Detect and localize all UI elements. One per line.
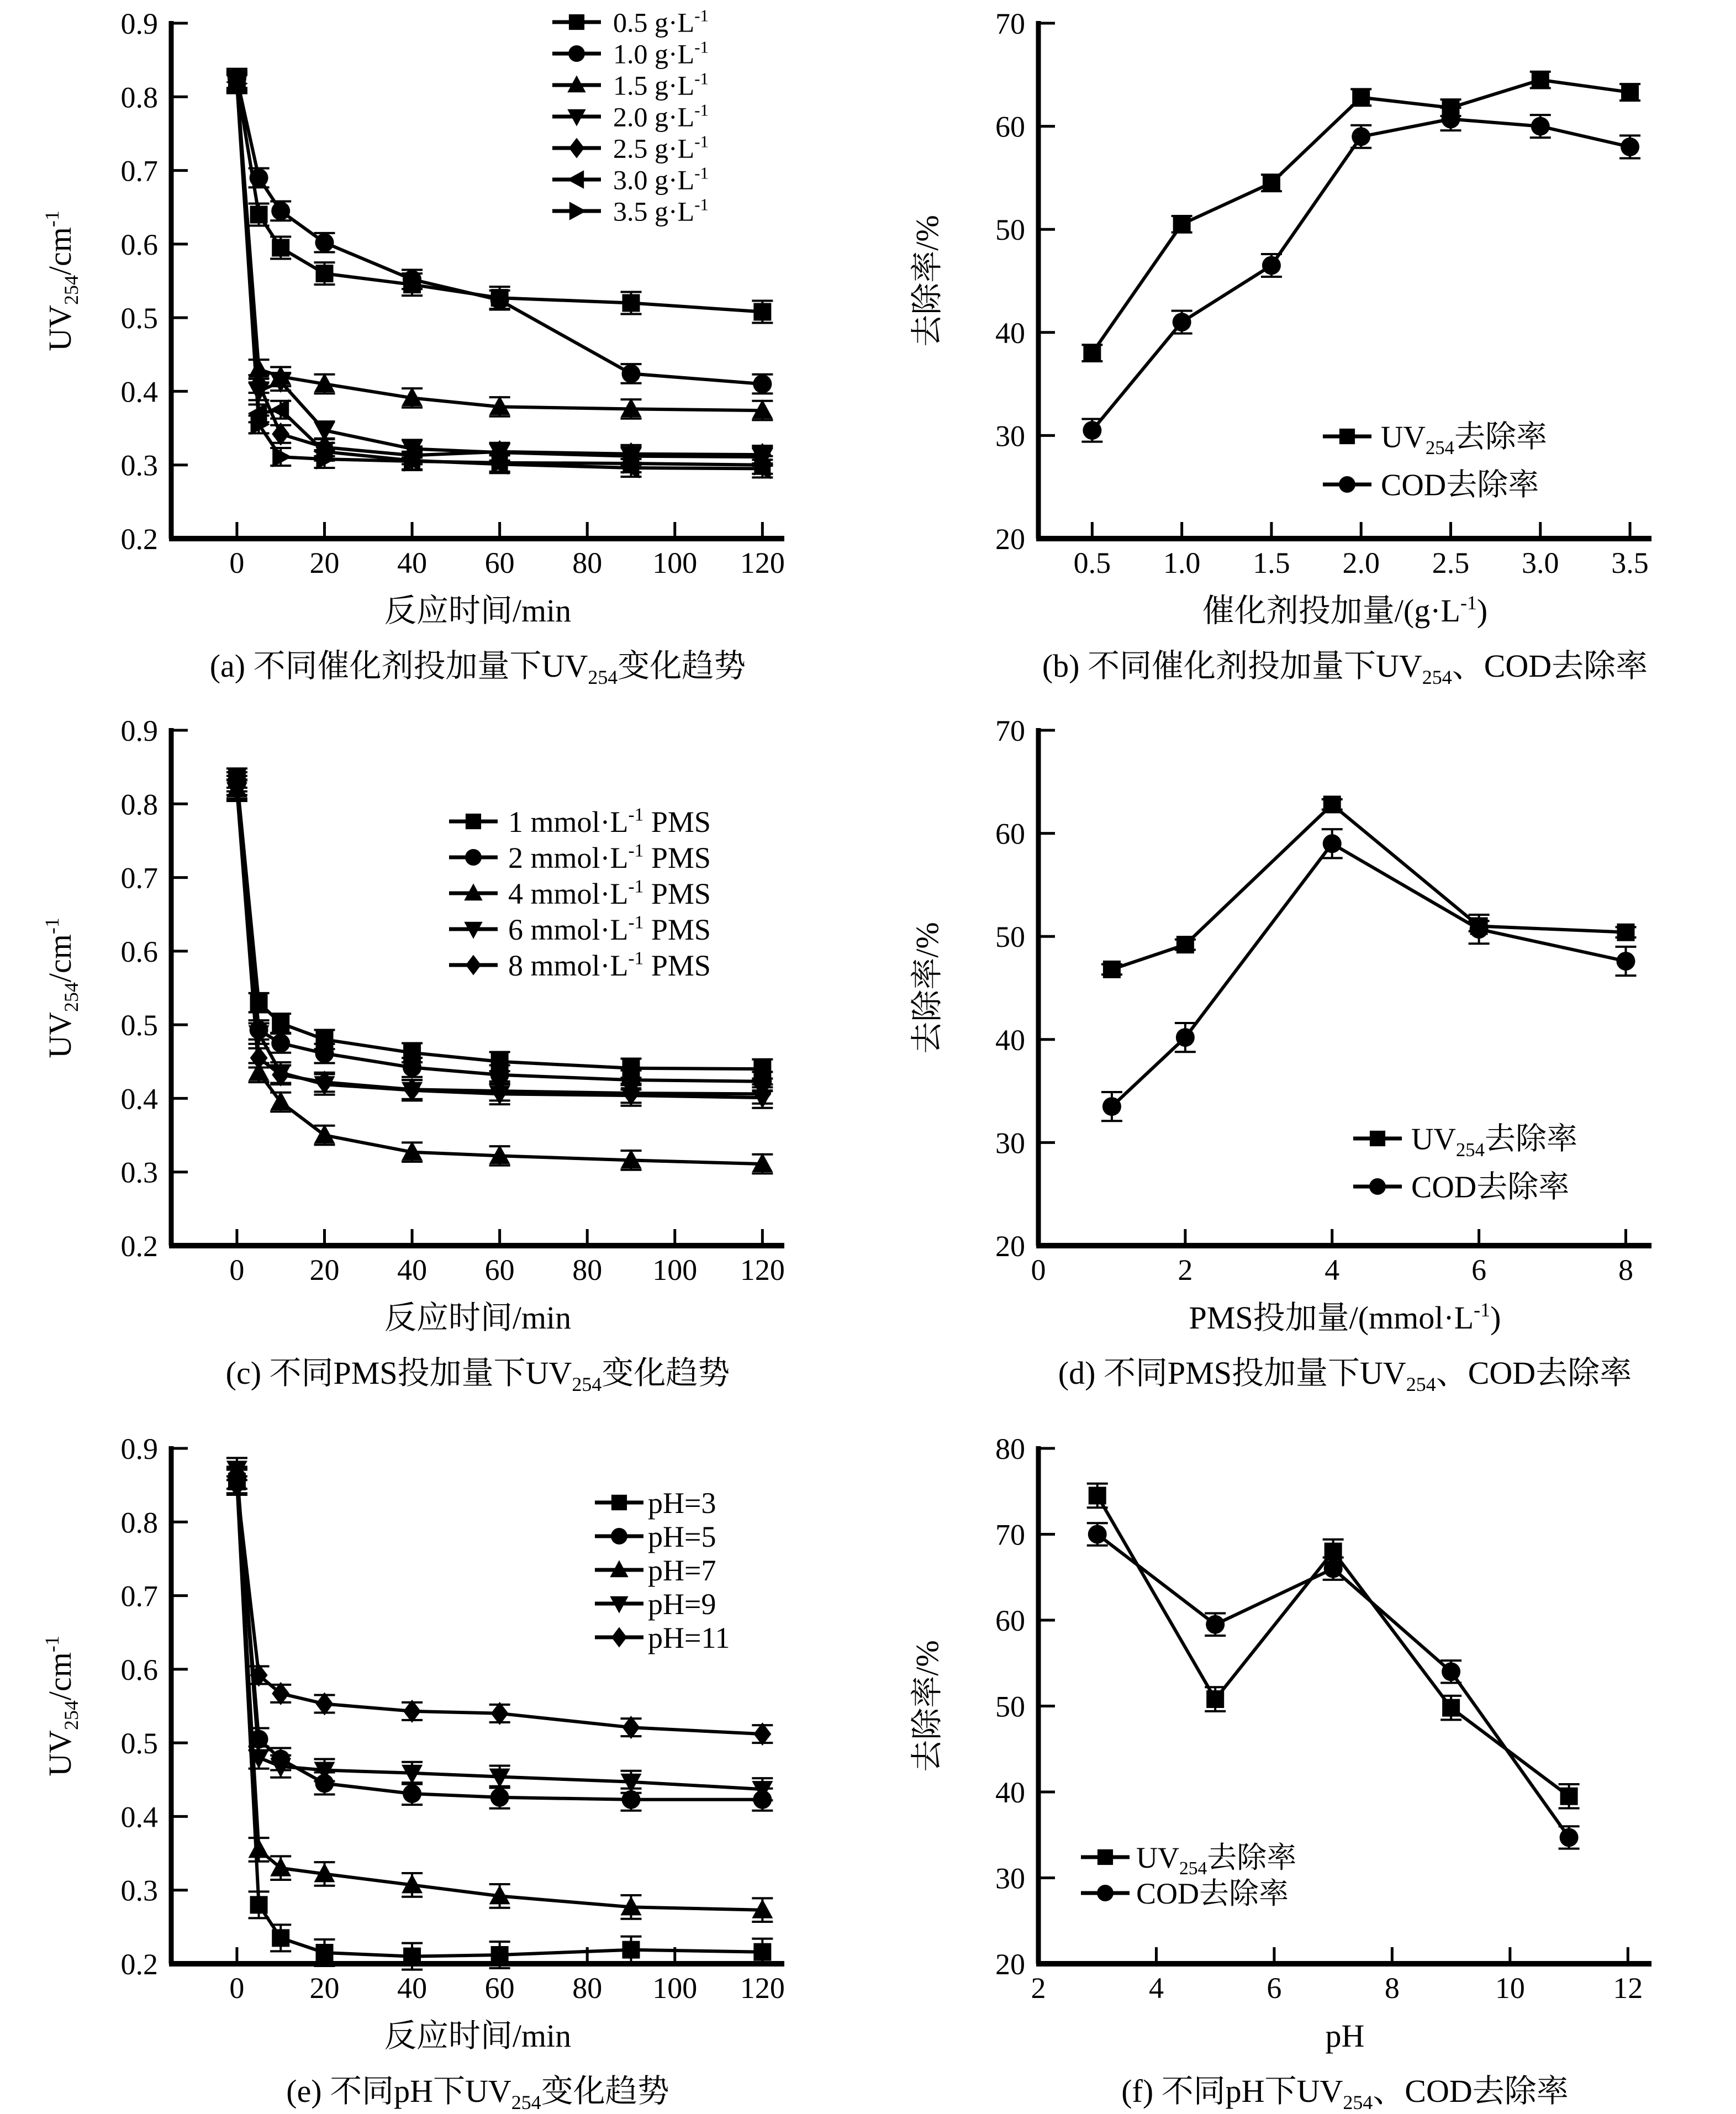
legend-label: 4 $mmol\cdot L^{-1}$ PMS xyxy=(508,876,711,910)
series-marker xyxy=(753,303,771,320)
y-tick-label: 30 xyxy=(995,1862,1025,1895)
legend-label: COD去除率 xyxy=(1136,1876,1289,1910)
series-marker xyxy=(272,239,289,257)
legend-marker xyxy=(465,849,482,866)
y-axis-label: 去除率/% xyxy=(909,215,945,347)
subfigure-b xyxy=(867,0,1736,707)
series-marker xyxy=(1442,1699,1460,1717)
legend-label: 2 $mmol\cdot L^{-1}$ PMS xyxy=(508,840,711,874)
caption: (c) 不同PMS投加量下$UV_{254}$变化趋势 xyxy=(225,1355,730,1395)
y-tick-label: 50 xyxy=(995,920,1025,954)
y-axis-label: 去除率/% xyxy=(909,1640,945,1772)
x-axis-label: 反应时间/min xyxy=(384,593,572,629)
legend-label: pH=9 xyxy=(648,1587,716,1621)
chart-d xyxy=(867,707,1736,1414)
y-tick-label: 20 xyxy=(995,523,1025,556)
series-marker xyxy=(1176,936,1194,953)
caption: (a) 不同催化剂投加量下$UV_{254}$变化趋势 xyxy=(209,648,746,688)
series-marker xyxy=(1617,924,1634,941)
legend-marker xyxy=(568,45,585,62)
series-marker xyxy=(1176,1028,1195,1047)
series-marker xyxy=(1442,1662,1460,1681)
series-marker xyxy=(1173,215,1191,233)
y-axis-label: $UV_{254}/cm^{-1}$ xyxy=(40,918,82,1058)
legend-marker xyxy=(466,955,481,976)
subfigure-e xyxy=(0,1414,867,2114)
legend-label: 1 $mmol\cdot L^{-1}$ PMS xyxy=(508,804,711,839)
x-tick-label: 80 xyxy=(572,546,603,579)
x-tick-label: 20 xyxy=(309,1253,340,1287)
legend-label: 1.5 $g\cdot L^{-1}$ xyxy=(613,68,709,101)
x-axis-label: 反应时间/min xyxy=(384,1300,572,1336)
legend-marker xyxy=(611,1528,627,1544)
y-tick-label: 0.7 xyxy=(120,861,158,895)
legend-label: 3.5 $g\cdot L^{-1}$ xyxy=(613,194,709,227)
x-tick-label: 1.0 xyxy=(1163,546,1201,579)
series-marker xyxy=(316,265,334,282)
legend-label: $UV_{254}$去除率 xyxy=(1411,1122,1577,1161)
x-tick-label: 0 xyxy=(229,1971,245,2005)
series-marker xyxy=(1621,138,1639,156)
x-axis-label: PMS投加量$/(mmol\cdot L^{-1})$ xyxy=(1189,1298,1501,1336)
x-tick-label: 2.5 xyxy=(1432,546,1470,579)
legend-marker xyxy=(569,14,584,30)
series-marker xyxy=(490,1788,509,1807)
x-tick-label: 8 xyxy=(1618,1253,1633,1287)
series-marker xyxy=(753,1943,771,1961)
y-axis-label: 去除率/% xyxy=(909,922,945,1054)
chart-c xyxy=(0,707,867,1414)
x-tick-label: 0.5 xyxy=(1073,546,1111,579)
y-tick-label: 0.4 xyxy=(120,1082,158,1116)
series-marker xyxy=(1531,117,1550,136)
y-tick-label: 0.3 xyxy=(120,1156,158,1189)
x-tick-label: 60 xyxy=(484,546,515,579)
series-marker xyxy=(1441,110,1460,129)
y-tick-label: 0.5 xyxy=(120,1727,158,1760)
legend-label: pH=11 xyxy=(648,1621,730,1654)
chart-f xyxy=(867,1414,1736,2114)
y-tick-label: 60 xyxy=(995,1604,1025,1637)
subfigure-d xyxy=(867,707,1736,1414)
x-tick-label: 0 xyxy=(1031,1253,1046,1287)
y-axis-label: $UV_{254}/cm^{-1}$ xyxy=(40,1636,82,1776)
series-marker xyxy=(271,1034,290,1052)
x-tick-label: 20 xyxy=(309,546,340,579)
series-marker xyxy=(403,270,421,289)
x-tick-label: 0 xyxy=(229,1253,245,1287)
y-tick-label: 30 xyxy=(995,419,1025,453)
legend-label: $UV_{254}$去除率 xyxy=(1136,1841,1297,1879)
y-tick-label: 0.7 xyxy=(120,154,158,188)
subfigure-f xyxy=(867,1414,1736,2114)
legend-label: COD去除率 xyxy=(1381,468,1539,503)
series-marker xyxy=(272,1014,289,1032)
legend-label: 6 $mmol\cdot L^{-1}$ PMS xyxy=(508,912,711,946)
y-tick-label: 0.5 xyxy=(120,302,158,335)
y-tick-label: 60 xyxy=(995,817,1025,851)
y-tick-label: 40 xyxy=(995,316,1025,350)
legend-label: 8 $mmol\cdot L^{-1}$ PMS xyxy=(508,948,711,982)
series-marker xyxy=(1089,1487,1106,1505)
x-tick-label: 3.5 xyxy=(1611,546,1649,579)
x-tick-label: 100 xyxy=(652,546,698,579)
series-marker xyxy=(1173,313,1191,331)
x-tick-label: 40 xyxy=(397,1971,428,2005)
series-marker xyxy=(1352,88,1370,106)
y-tick-label: 0.4 xyxy=(120,375,158,409)
legend-label: pH=7 xyxy=(648,1553,716,1587)
x-tick-label: 10 xyxy=(1495,1971,1525,2005)
y-tick-label: 20 xyxy=(995,1230,1025,1263)
series-marker xyxy=(1324,1559,1343,1578)
y-tick-label: 0.2 xyxy=(120,1230,158,1263)
series-marker xyxy=(1103,961,1121,978)
series-marker xyxy=(622,364,641,383)
series-marker xyxy=(1206,1615,1225,1634)
series-marker xyxy=(403,1784,421,1803)
legend-marker xyxy=(1339,429,1355,444)
y-tick-label: 40 xyxy=(995,1023,1025,1057)
legend-marker xyxy=(1097,1849,1113,1865)
series-marker xyxy=(271,202,290,220)
x-tick-label: 40 xyxy=(397,546,428,579)
subfigure-c xyxy=(0,707,867,1414)
y-tick-label: 60 xyxy=(995,110,1025,144)
series-marker xyxy=(622,294,640,312)
x-tick-label: 20 xyxy=(309,1971,340,2005)
x-tick-label: 2.0 xyxy=(1342,546,1380,579)
y-tick-label: 0.3 xyxy=(120,1874,158,1907)
series-marker xyxy=(1088,1525,1107,1544)
series-marker xyxy=(491,1946,509,1964)
series-marker xyxy=(272,1929,289,1947)
legend-marker xyxy=(567,170,584,188)
y-tick-label: 70 xyxy=(995,7,1025,40)
legend-label: pH=5 xyxy=(648,1520,716,1553)
series-marker xyxy=(250,206,268,224)
y-tick-label: 20 xyxy=(995,1948,1025,1981)
y-tick-label: 0.2 xyxy=(120,523,158,556)
x-tick-label: 8 xyxy=(1384,1971,1400,2005)
x-tick-label: 4 xyxy=(1325,1253,1340,1287)
y-tick-label: 80 xyxy=(995,1432,1025,1465)
series-marker xyxy=(403,1078,421,1101)
series-marker xyxy=(1616,952,1635,971)
x-tick-label: 80 xyxy=(572,1253,603,1287)
y-tick-label: 0.6 xyxy=(120,228,158,261)
x-tick-label: 2 xyxy=(1178,1253,1193,1287)
caption: (f) 不同pH下$UV_{254}$、COD去除率 xyxy=(1121,2073,1569,2113)
legend-marker xyxy=(569,138,584,159)
x-tick-label: 3.0 xyxy=(1522,546,1559,579)
legend-marker xyxy=(1370,1131,1385,1146)
legend-label: 0.5 $g\cdot L^{-1}$ xyxy=(613,6,709,38)
series-marker xyxy=(403,1948,421,1965)
x-tick-label: 100 xyxy=(652,1971,698,2005)
series-marker xyxy=(272,446,292,467)
y-tick-label: 0.9 xyxy=(120,1432,158,1465)
x-tick-label: 12 xyxy=(1613,1971,1643,2005)
series-marker xyxy=(315,1044,334,1063)
x-tick-label: 40 xyxy=(397,1253,428,1287)
series-line xyxy=(1112,844,1626,1106)
chart-b xyxy=(867,0,1736,707)
series-marker xyxy=(1083,421,1101,440)
x-tick-label: 120 xyxy=(740,1253,785,1287)
y-tick-label: 0.4 xyxy=(120,1800,158,1834)
x-axis-label: 催化剂投加量$/(g\cdot L^{-1})$ xyxy=(1202,591,1488,629)
series-marker xyxy=(250,1896,268,1913)
series-marker xyxy=(1532,71,1549,89)
series-line xyxy=(1092,119,1630,431)
series-marker xyxy=(490,291,509,309)
x-tick-label: 120 xyxy=(740,1971,785,2005)
y-tick-label: 0.8 xyxy=(120,788,158,821)
series-marker xyxy=(1323,834,1342,853)
x-tick-label: 60 xyxy=(484,1971,515,2005)
y-tick-label: 30 xyxy=(995,1126,1025,1160)
series-marker xyxy=(1102,1097,1121,1116)
series-marker xyxy=(1323,795,1341,813)
legend-marker xyxy=(1339,476,1355,493)
series-marker xyxy=(249,1838,270,1858)
series-marker xyxy=(250,168,268,187)
series-marker xyxy=(403,1058,421,1077)
legend-label: 2.5 $g\cdot L^{-1}$ xyxy=(613,131,709,164)
y-tick-label: 0.6 xyxy=(120,935,158,968)
y-axis-label: $UV_{254}/cm^{-1}$ xyxy=(40,210,82,351)
series-marker xyxy=(1263,174,1280,192)
y-tick-label: 0.9 xyxy=(120,7,158,40)
series-marker xyxy=(314,1124,335,1143)
series-marker xyxy=(1083,344,1101,362)
x-tick-label: 6 xyxy=(1267,1971,1282,2005)
caption: (e) 不同pH下$UV_{254}$变化趋势 xyxy=(286,2073,669,2113)
chart-a xyxy=(0,0,867,707)
legend-marker xyxy=(466,814,481,829)
subfigure-a xyxy=(0,0,867,707)
chart-e xyxy=(0,1414,867,2114)
series-marker xyxy=(622,1941,640,1959)
legend-marker xyxy=(611,1627,627,1648)
legend-marker xyxy=(1097,1885,1114,1901)
x-tick-label: 6 xyxy=(1471,1253,1487,1287)
legend-label: $UV_{254}$去除率 xyxy=(1381,420,1547,458)
legend-marker xyxy=(1369,1178,1386,1195)
y-tick-label: 50 xyxy=(995,1690,1025,1723)
series-marker xyxy=(316,1944,334,1962)
series-marker xyxy=(1206,1690,1224,1708)
x-tick-label: 80 xyxy=(572,1971,603,2005)
series-marker xyxy=(1352,127,1370,146)
y-tick-label: 70 xyxy=(995,1518,1025,1552)
y-tick-label: 0.6 xyxy=(120,1653,158,1686)
series-marker xyxy=(1560,1788,1578,1805)
y-tick-label: 0.8 xyxy=(120,1506,158,1540)
caption: (b) 不同催化剂投加量下$UV_{254}$、COD去除率 xyxy=(1042,648,1648,688)
x-tick-label: 0 xyxy=(229,546,245,579)
x-tick-label: 60 xyxy=(484,1253,515,1287)
y-tick-label: 0.9 xyxy=(120,714,158,747)
series-marker xyxy=(1262,256,1281,275)
x-tick-label: 120 xyxy=(740,546,785,579)
x-tick-label: 2 xyxy=(1031,1971,1046,2005)
x-tick-label: 1.5 xyxy=(1253,546,1290,579)
series-marker xyxy=(250,1046,268,1069)
series-marker xyxy=(315,233,334,252)
series-marker xyxy=(753,375,772,393)
legend-label: COD去除率 xyxy=(1411,1170,1570,1205)
x-tick-label: 4 xyxy=(1148,1971,1164,2005)
y-tick-label: 0.7 xyxy=(120,1579,158,1613)
x-tick-label: 100 xyxy=(652,1253,698,1287)
y-tick-label: 0.5 xyxy=(120,1009,158,1042)
legend-label: 1.0 $g\cdot L^{-1}$ xyxy=(613,37,709,70)
x-axis-label: 反应时间/min xyxy=(384,2018,572,2054)
legend-marker xyxy=(611,1495,627,1510)
x-axis-label: pH xyxy=(1325,2018,1365,2054)
y-tick-label: 0.2 xyxy=(120,1948,158,1981)
series-marker xyxy=(1470,920,1489,939)
legend-marker xyxy=(569,202,587,220)
y-tick-label: 0.8 xyxy=(120,81,158,114)
series-marker xyxy=(1621,83,1639,101)
legend-label: 3.0 $g\cdot L^{-1}$ xyxy=(613,163,709,196)
caption: (d) 不同PMS投加量下$UV_{254}$、COD去除率 xyxy=(1058,1355,1632,1395)
series-marker xyxy=(1560,1828,1579,1847)
y-tick-label: 70 xyxy=(995,714,1025,747)
y-tick-label: 50 xyxy=(995,213,1025,247)
y-tick-label: 40 xyxy=(995,1776,1025,1809)
legend-label: pH=3 xyxy=(648,1486,716,1520)
y-tick-label: 0.3 xyxy=(120,449,158,482)
legend-label: 2.0 $g\cdot L^{-1}$ xyxy=(613,100,709,133)
